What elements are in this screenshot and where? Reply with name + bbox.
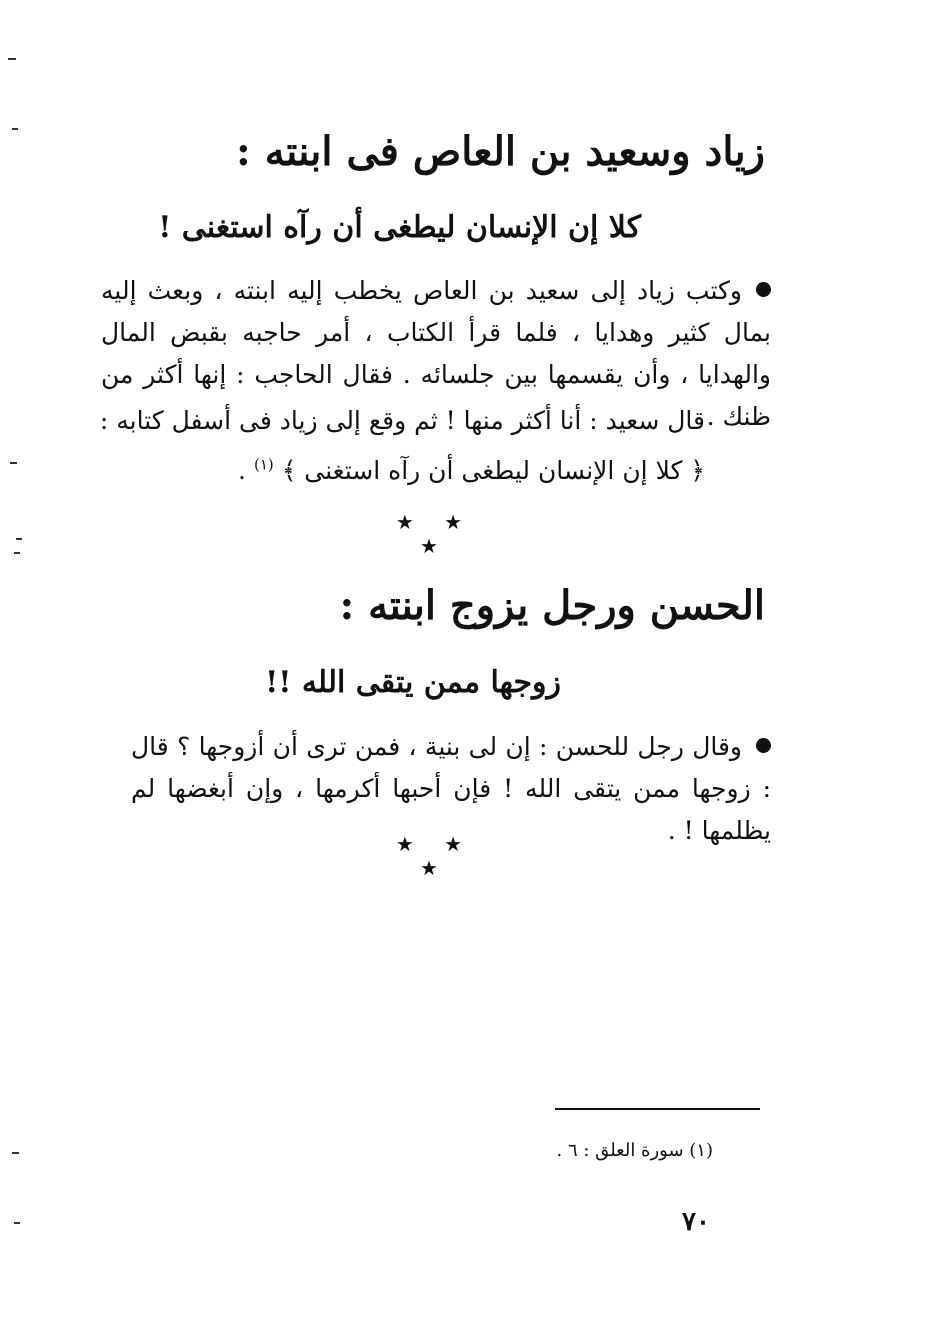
- section-divider-stars-2: ★ ★ ★: [395, 832, 475, 880]
- section-title-hasan: الحسن ورجل يزوج ابنته :: [339, 582, 765, 629]
- scan-mark: [8, 58, 16, 60]
- paragraph-ziyad-reply: قال سعيد : أنا أكثر منها ! ثم وقع إلى زياد فى أسفل كتابه :: [99, 406, 705, 435]
- section-divider-stars: ★ ★ ★: [395, 510, 475, 558]
- scan-mark: [14, 1222, 20, 1224]
- bullet-icon: [756, 282, 771, 297]
- paragraph-ziyad-text: وكتب زياد إلى سعيد بن العاص يخطب إليه ابنته ، وبعث إليه بمال كثير وهدايا ، فلما قرأ الكتاب ، أمر حاجبه بقبض المال والهدايا ، وأن يقسمها بين جلسائه . فقال الحاجب : إنها أكثر من ظنك .: [101, 276, 771, 431]
- footnote-text: (١) سورة العلق : ٦ .: [556, 1140, 713, 1161]
- footnote-divider: [555, 1108, 760, 1110]
- section-subtitle-hasan: زوجها ممن يتقى الله !!: [265, 665, 561, 700]
- scan-mark: [10, 462, 17, 464]
- quote-terminator: .: [238, 456, 254, 485]
- footnote-marker: (١): [253, 455, 274, 474]
- scan-mark: [12, 1152, 19, 1154]
- section-title-ziyad: زياد وسعيد بن العاص فى ابنته :: [236, 128, 765, 175]
- scan-mark: [12, 128, 18, 130]
- quran-quote-line: [238, 450, 705, 492]
- bullet-icon: [756, 738, 771, 753]
- scan-mark: [16, 538, 22, 540]
- quran-quote: ﴿ كلا إن الإنسان ليطغى أن رآه استغنى ﴾: [281, 456, 705, 485]
- scan-mark: [14, 552, 20, 554]
- page-number: ٧٠: [682, 1207, 710, 1237]
- paragraph-hasan-text: وقال رجل للحسن : إن لى بنية ، فمن ترى أن أزوجها ؟ قال : زوجها ممن يتقى الله ! فإن أحبها أكرمها ، وإن أبغضها لم يظلمها ! .: [131, 732, 771, 845]
- section-subtitle-ziyad: كلا إن الإنسان ليطغى أن رآه استغنى !: [158, 210, 641, 245]
